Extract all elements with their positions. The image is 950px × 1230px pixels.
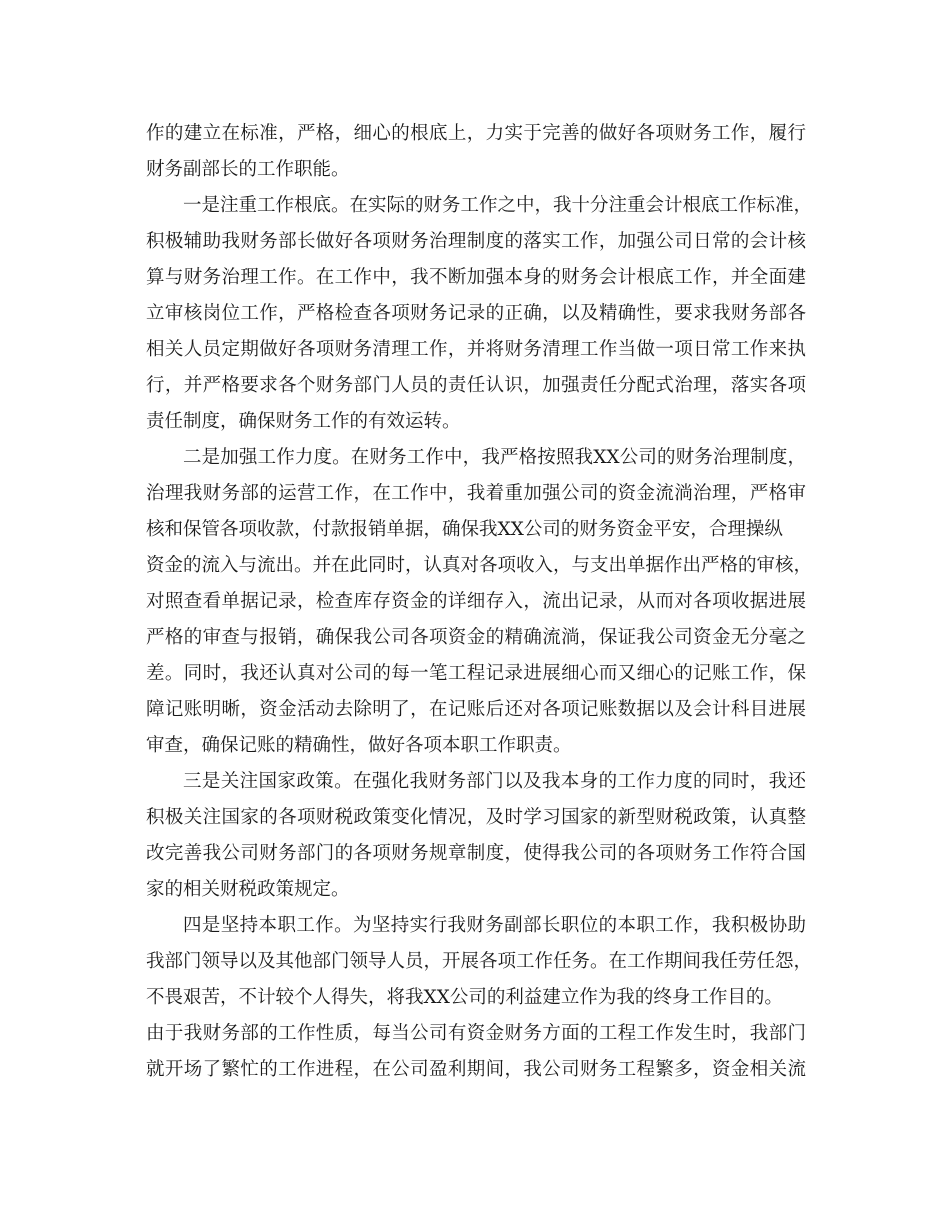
text-line: 审查，确保记账的精确性，做好各项本职工作职责。 [146, 735, 572, 756]
text-line: 改完善我公司财务部门的各项财务规章制度，使得我公司的各项财务工作符合国 [146, 843, 806, 864]
text-line: 责任制度，确保财务工作的有效运转。 [146, 411, 461, 432]
paragraph-first-line: 二是加强工作力度。在财务工作中，我严格按照我XX公司的财务治理制度， [183, 447, 806, 468]
text-line: 财务副部长的工作职能。 [146, 159, 350, 180]
text-line: 积极关注国家的各项财税政策变化情况，及时学习国家的新型财税政策，认真整 [146, 807, 806, 828]
text-line: 差。同时，我还认真对公司的每一笔工程记录进展细心而又细心的记账工作，保 [146, 663, 806, 684]
text-line: 家的相关财税政策规定。 [146, 879, 350, 900]
text-line: 障记账明晰，资金活动去除明了，在记账后还对各项记账数据以及会计科目进展 [146, 699, 806, 720]
paragraph-first-line: 三是关注国家政策。在强化我财务部门以及我本身的工作力度的同时，我还 [183, 771, 806, 792]
paragraph-first-line: 四是坚持本职工作。为坚持实行我财务副部长职位的本职工作，我积极协助 [183, 915, 806, 936]
text-line: 积极辅助我财务部长做好各项财务治理制度的落实工作，加强公司日常的会计核 [146, 231, 806, 252]
text-line: 不畏艰苦，不计较个人得失，将我XX公司的利益建立作为我的终身工作目的。 [146, 987, 783, 1008]
text-line: 就开场了繁忙的工作进程，在公司盈利期间，我公司财务工程繁多，资金相关流 [146, 1059, 806, 1080]
text-line: 严格的审查与报销，确保我公司各项资金的精确流淌，保证我公司资金无分毫之 [146, 627, 806, 648]
text-line: 作的建立在标准，严格，细心的根底上，力实于完善的做好各项财务工作，履行 [146, 123, 806, 144]
text-line: 由于我财务部的工作性质，每当公司有资金财务方面的工程工作发生时，我部门 [146, 1023, 806, 1044]
text-line: 我部门领导以及其他部门领导人员，开展各项工作任务。在工作期间我任劳任怨， [146, 951, 813, 972]
text-line: 相关人员定期做好各项财务清理工作，并将财务清理工作当做一项日常工作来执 [146, 339, 806, 360]
text-line: 立审核岗位工作，严格检查各项财务记录的正确，以及精确性，要求我财务部各 [146, 303, 806, 324]
text-line: 对照查看单据记录，检查库存资金的详细存入，流出记录，从而对各项收据进展 [146, 591, 806, 612]
text-line: 治理我财务部的运营工作，在工作中，我着重加强公司的资金流淌治理，严格审 [146, 483, 806, 504]
text-line: 行，并严格要求各个财务部门人员的责任认识，加强责任分配式治理，落实各项 [146, 375, 806, 396]
paragraph-first-line: 一是注重工作根底。在实际的财务工作之中，我十分注重会计根底工作标准， [183, 195, 813, 216]
text-line: 算与财务治理工作。在工作中，我不断加强本身的财务会计根底工作，并全面建 [146, 267, 806, 288]
text-line: 核和保管各项收款，付款报销单据，确保我XX公司的财务资金平安，合理操纵 [146, 519, 783, 540]
body-text [146, 116, 813, 1088]
text-line: 资金的流入与流出。并在此同时，认真对各项收入，与支出单据作出严格的审核， [146, 555, 813, 576]
